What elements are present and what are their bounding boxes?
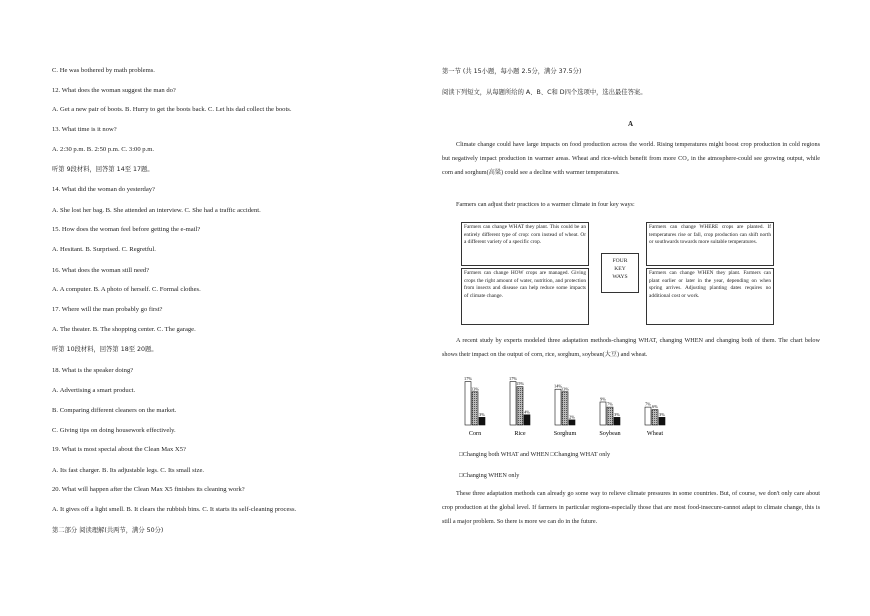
left-line: 20. What will happen after the Clean Max X5 finishes its cleaning work? bbox=[52, 486, 245, 493]
category-label: Sorghum bbox=[553, 430, 577, 437]
bar-value-label: 3% bbox=[614, 411, 620, 417]
left-line: B. Comparing different cleaners on the market. bbox=[52, 407, 177, 414]
bar-rice-series-0 bbox=[510, 382, 516, 425]
section-title: 第一节 (共 15小题，每小题 2.5分，满分 37.5分) bbox=[442, 68, 582, 75]
left-line: A. 2:30 p.m. B. 2:50 p.m. C. 3:00 p.m. bbox=[52, 146, 155, 153]
four-key-ways-label: FOUR KEY WAYS bbox=[601, 253, 639, 293]
left-line: A. Get a new pair of boots. B. Hurry to get the boots back. C. Let his dad collect the boots. bbox=[52, 106, 292, 113]
bar-rice-series-2 bbox=[524, 415, 530, 425]
bar-value-label: 6% bbox=[652, 404, 658, 410]
paragraph-4: These three adaptation methods can already go some way to relieve climate pressures in some countries. But, of course, we don't only care about crop production at the global level. If farmers in particular regions-especially those that are most food-insecure-cannot adapt to climate change, this is still a major problem. So there is more we can do in the future. bbox=[442, 490, 820, 526]
bar-rice-series-1 bbox=[517, 387, 523, 425]
category-label: Soybean bbox=[599, 430, 621, 437]
left-line: 第二部分 阅读理解(共两节，满分 50分) bbox=[52, 527, 164, 534]
left-line: 13. What time is it now? bbox=[52, 126, 117, 133]
bar-sorghum-series-1 bbox=[562, 392, 568, 425]
category-label: Rice bbox=[514, 430, 526, 437]
bar-soybean-series-1 bbox=[607, 407, 613, 425]
four-ways-diagram bbox=[461, 222, 774, 325]
bar-value-label: 13% bbox=[471, 386, 479, 392]
left-line: 听第 9段材料，回答第 14至 17题。 bbox=[52, 166, 154, 173]
left-line: C. Giving tips on doing housework effectively. bbox=[52, 427, 176, 434]
category-label: Corn bbox=[468, 430, 482, 437]
left-line: 听第 10段材料，回答第 18至 20题。 bbox=[52, 346, 158, 353]
bar-value-label: 14% bbox=[554, 383, 562, 389]
paragraph-1: Climate change could have large impacts on food production across the world. Rising temperatures might boost crop production in cold regions but negatively impact production in warmer areas. Wheat and rice-which benefit from more CO₂ in the atmosphere-could see growing output, while corn and sorghum(高粱) could see a decline with warmer temperatures. bbox=[442, 141, 820, 177]
bar-sorghum-series-2 bbox=[569, 420, 575, 425]
left-line: A. She lost her bag. B. She attended an interview. C. She had a traffic accident. bbox=[52, 207, 261, 214]
bar-value-label: 3% bbox=[479, 411, 485, 417]
left-line: A. Its fast charger. B. Its adjustable legs. C. Its small size. bbox=[52, 467, 205, 474]
bar-soybean-series-2 bbox=[614, 417, 620, 425]
bar-value-label: 17% bbox=[464, 376, 472, 382]
passage-heading: A bbox=[628, 120, 634, 128]
left-line: 12. What does the woman suggest the man do? bbox=[52, 87, 176, 94]
bar-wheat-series-0 bbox=[645, 407, 651, 425]
yield-bar-chart bbox=[460, 370, 680, 442]
bar-value-label: 4% bbox=[524, 409, 530, 415]
paragraph-2: Farmers can adjust their practices to a warmer climate in four key ways: bbox=[456, 201, 635, 208]
bar-soybean-series-0 bbox=[600, 402, 606, 425]
box-what: Farmers can change WHAT they plant. This could be an entirely different type of crop: corn instead of wheat. Or a different variety of a specific crop. bbox=[461, 222, 589, 266]
bar-corn-series-2 bbox=[479, 417, 485, 425]
bar-value-label: 15% bbox=[516, 381, 524, 387]
box-how: Farmers can change HOW crops are managed. Giving crops the right amount of water, nutrition, and protection from insects and disease can help reduce some impacts of climate change. bbox=[461, 268, 589, 325]
legend-line-2: □Changing WHEN only bbox=[459, 472, 520, 479]
left-column bbox=[52, 0, 412, 616]
category-label: Wheat bbox=[646, 430, 664, 437]
paragraph-3: A recent study by experts modeled three adaptation methods-changing WHAT, changing WHEN and changing both of them. The chart below shows their impact on the output of corn, rice, sorghum, soybean(大豆) and wheat. bbox=[442, 337, 820, 359]
box-when: Farmers can change WHEN they plant. Farmers can plant earlier or later in the year, depending on when spring arrives. Adjusting planting dates requires no additional cost or work. bbox=[646, 268, 774, 325]
bar-wheat-series-2 bbox=[659, 417, 665, 425]
left-line: 16. What does the woman still need? bbox=[52, 267, 150, 274]
left-line: C. He was bothered by math problems. bbox=[52, 67, 155, 74]
bar-value-label: 7% bbox=[645, 401, 651, 407]
instruction: 阅读下列短文，从每题所给的 A、B、C和 D四个选项中，选出最佳答案。 bbox=[442, 89, 647, 96]
left-line: A. Advertising a smart product. bbox=[52, 387, 136, 394]
right-column bbox=[442, 0, 822, 616]
box-where: Farmers can change WHERE crops are planted. If temperatures rise or fall, crop production can shift north or southwards towards more suitable temperatures. bbox=[646, 222, 774, 266]
left-line: A. Hesitant. B. Surprised. C. Regretful. bbox=[52, 246, 156, 253]
bar-value-label: 13% bbox=[561, 386, 569, 392]
bar-sorghum-series-0 bbox=[555, 389, 561, 425]
bar-corn-series-1 bbox=[472, 392, 478, 425]
legend-line-1: □Changing both WHAT and WHEN □Changing WHAT only bbox=[459, 451, 611, 458]
bar-value-label: 3% bbox=[659, 411, 665, 417]
left-line: 17. Where will the man probably go first? bbox=[52, 306, 163, 313]
bar-value-label: 7% bbox=[607, 401, 613, 407]
left-line: 18. What is the speaker doing? bbox=[52, 367, 134, 374]
bar-wheat-series-1 bbox=[652, 410, 658, 425]
left-line: A. A computer. B. A photo of herself. C. Formal clothes. bbox=[52, 286, 201, 293]
left-line: 19. What is most special about the Clean Max X5? bbox=[52, 446, 186, 453]
bar-value-label: 2% bbox=[569, 414, 575, 420]
left-line: A. It gives off a light smell. B. It clears the rubbish bins. C. It starts its self-cleaning process. bbox=[52, 506, 297, 513]
left-line: 14. What did the woman do yesterday? bbox=[52, 186, 155, 193]
left-line: A. The theater. B. The shopping center. C. The garage. bbox=[52, 326, 196, 333]
bar-value-label: 9% bbox=[600, 396, 606, 402]
bar-value-label: 17% bbox=[509, 376, 517, 382]
left-line: 15. How does the woman feel before getting the e-mail? bbox=[52, 226, 201, 233]
